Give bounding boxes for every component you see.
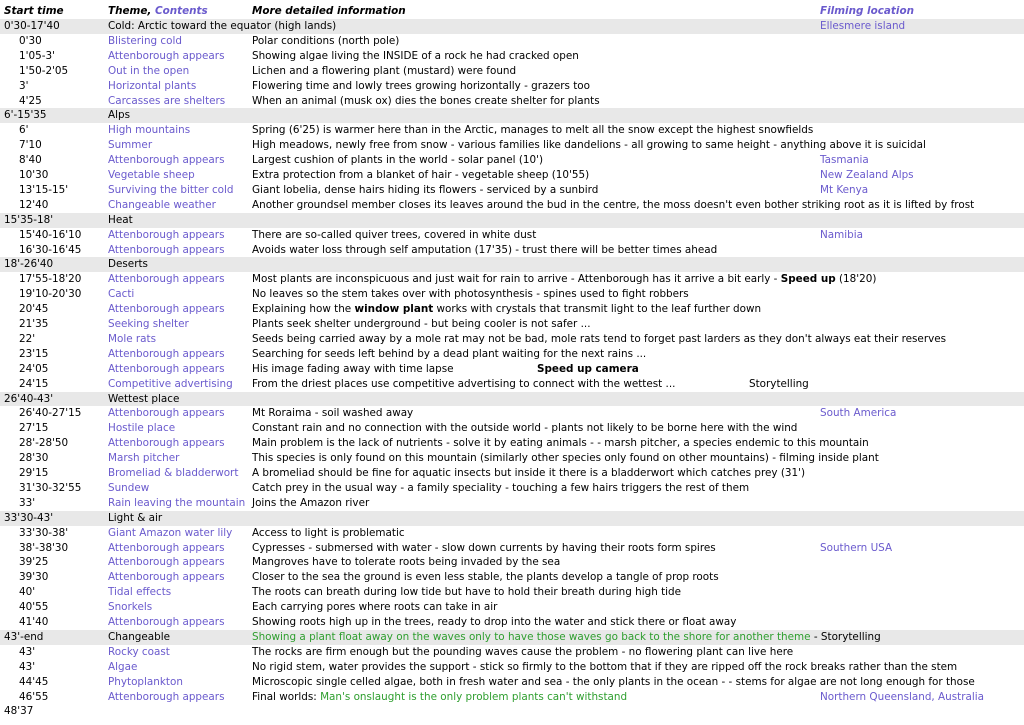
theme-cell: Blistering cold xyxy=(108,34,182,47)
theme-cell: Deserts xyxy=(108,258,148,271)
start-time-cell: 41'40 xyxy=(19,616,49,628)
table-row xyxy=(0,660,1024,675)
theme-cell: Attenborough appears xyxy=(108,437,225,450)
table-row xyxy=(0,317,1024,332)
start-time-cell: 0'30-17'40 xyxy=(4,20,60,32)
table-row xyxy=(0,168,1024,183)
table-row xyxy=(0,198,1024,213)
table-row xyxy=(0,377,1024,392)
start-time-cell: 44'45 xyxy=(19,675,49,688)
info-text: His image fading away with time lapse xyxy=(252,362,454,375)
info-text: Plants seek shelter underground - but being cooler is not safer ... xyxy=(252,318,591,330)
info-text: The rocks are firm enough but the pounding waves cause the problem - no flowering plant can live here xyxy=(252,645,794,658)
theme-cell: Competitive advertising xyxy=(108,377,233,390)
start-time-cell: 28'30 xyxy=(19,452,49,465)
start-time-cell: 46'55 xyxy=(19,690,49,703)
info-cell xyxy=(252,526,405,541)
section-row xyxy=(0,392,1024,407)
location-cell: New Zealand Alps xyxy=(820,169,914,181)
info-cell xyxy=(252,451,879,466)
table-row xyxy=(0,466,1024,481)
table-row xyxy=(0,228,1024,243)
header-theme-label: Theme, xyxy=(108,5,152,17)
start-time-cell: 0'30 xyxy=(19,34,42,47)
theme-cell: Attenborough appears xyxy=(108,243,225,256)
info-cell xyxy=(252,183,598,198)
start-time-cell: 15'40-16'10 xyxy=(19,228,82,241)
info-cell xyxy=(252,615,736,630)
info-cell xyxy=(252,94,600,109)
table-row xyxy=(0,183,1024,198)
section-row xyxy=(0,213,1024,228)
start-time-cell: 29'15 xyxy=(19,467,49,479)
section-row xyxy=(0,19,1024,34)
info-text: Final worlds: xyxy=(252,690,321,703)
info-cell xyxy=(252,466,805,481)
section-row xyxy=(0,630,1024,645)
info-cell xyxy=(252,436,869,451)
table-row xyxy=(0,79,1024,94)
start-time-cell: 21'35 xyxy=(19,318,49,330)
info-text: Each carrying pores where roots can take in air xyxy=(252,601,498,614)
theme-cell: Algae xyxy=(108,660,138,673)
table-row xyxy=(0,526,1024,541)
header-start-time: Start time xyxy=(4,5,64,17)
theme-cell: Attenborough appears xyxy=(108,556,225,569)
location-cell: Northern Queensland, Australia xyxy=(820,690,984,703)
theme-cell: Giant Amazon water lily xyxy=(108,526,233,539)
start-time-cell: 24'05 xyxy=(19,362,49,375)
table-row xyxy=(0,272,1024,287)
start-time-cell: 24'15 xyxy=(19,377,49,390)
info-text: The roots can breath during low tide but have to hold their breath during high tide xyxy=(252,586,682,599)
info-cell xyxy=(252,660,957,675)
theme-cell: Cacti xyxy=(108,288,135,301)
info-cell xyxy=(252,481,749,496)
start-time-cell: 16'30-16'45 xyxy=(19,243,82,256)
table-row xyxy=(0,138,1024,153)
info-cell xyxy=(252,228,536,243)
table-row xyxy=(0,94,1024,109)
start-time-cell: 39'25 xyxy=(19,556,49,569)
info-text: Seeds being carried away by a mole rat may not be bad, mole rats tend to forget past larders as they don't always eat their reserves xyxy=(252,332,947,345)
start-time-cell: 12'40 xyxy=(19,198,49,211)
info-text: Mangroves have to tolerate roots being invaded by the sea xyxy=(252,556,561,569)
info-cell xyxy=(252,302,761,317)
theme-cell: High mountains xyxy=(108,124,191,137)
theme-cell: Vegetable sheep xyxy=(108,169,195,181)
info-cell xyxy=(252,362,454,377)
start-time-cell: 8'40 xyxy=(19,154,42,167)
info-text: Spring (6'25) is warmer here than in the Arctic, manages to melt all the snow except the highest snowfields xyxy=(252,124,814,137)
start-time-cell: 6' xyxy=(19,124,29,137)
header-info: More detailed information xyxy=(252,5,406,17)
table-row xyxy=(0,496,1024,511)
info-text: Constant rain and no connection with the outside world - plants not likely to be borne here with the wind xyxy=(252,422,798,435)
start-time-cell: 1'05-3' xyxy=(19,49,55,62)
info-text: High meadows, newly free from snow - various families like dandelions - all growing to same height - anything above it is suicidal xyxy=(252,139,926,152)
table-row xyxy=(0,243,1024,258)
info-cell xyxy=(252,168,589,183)
theme-cell: Rocky coast xyxy=(108,645,170,658)
info-cell xyxy=(252,541,716,556)
info-cell xyxy=(252,630,881,645)
info-cell xyxy=(252,347,646,362)
start-time-cell: 43'-end xyxy=(4,630,44,643)
info-text: Showing roots high up in the trees, ready to drop into the water and stick there or float away xyxy=(252,616,737,628)
header-theme xyxy=(108,4,208,19)
start-time-cell: 38'-38'30 xyxy=(19,541,69,554)
info-after: - Storytelling xyxy=(810,630,881,643)
table-row xyxy=(0,675,1024,690)
header-contents-label: Contents xyxy=(154,5,208,17)
start-time-cell: 23'15 xyxy=(19,347,49,360)
info-text: From the driest places use competitive advertising to connect with the wettest ... xyxy=(252,377,676,390)
info-cell xyxy=(252,198,974,213)
info-cell xyxy=(252,645,793,660)
info-text: Main problem is the lack of nutrients - solve it by eating animals - - marsh pitcher, a species endemic to this mountain xyxy=(252,437,869,450)
info-cell xyxy=(252,153,543,168)
table-row xyxy=(0,615,1024,630)
start-time-cell: 27'15 xyxy=(19,422,49,435)
start-time-cell: 22' xyxy=(19,332,36,345)
info-cell xyxy=(252,243,717,258)
table-row xyxy=(0,436,1024,451)
theme-cell: Attenborough appears xyxy=(108,154,225,167)
section-row xyxy=(0,257,1024,272)
info-cell xyxy=(252,287,689,302)
theme-cell: Carcasses are shelters xyxy=(108,94,226,107)
speed-up-note: Speed up camera xyxy=(537,362,639,375)
info-after: works with crystals that transmit light to the leaf further down xyxy=(433,303,762,316)
info-cell xyxy=(252,675,975,690)
table-row xyxy=(0,34,1024,49)
table-row xyxy=(0,362,1024,377)
start-time-cell: 6'-15'35 xyxy=(4,109,47,122)
theme-cell: Bromeliad & bladderwort xyxy=(108,467,239,479)
info-cell xyxy=(252,49,579,64)
theme-cell: Attenborough appears xyxy=(108,407,225,420)
table-row xyxy=(0,555,1024,570)
theme-cell: Out in the open xyxy=(108,64,190,77)
location-cell: Ellesmere island xyxy=(820,20,906,32)
info-text: Closer to the sea the ground is even less stable, the plants develop a tangle of prop roots xyxy=(252,571,719,584)
table-row xyxy=(0,600,1024,615)
info-text: When an animal (musk ox) dies the bones create shelter for plants xyxy=(252,94,600,107)
theme-cell: Attenborough appears xyxy=(108,541,225,554)
info-text: Polar conditions (north pole) xyxy=(252,34,400,47)
info-text: Lichen and a flowering plant (mustard) were found xyxy=(252,64,517,77)
theme-cell: Attenborough appears xyxy=(108,49,225,62)
table-row xyxy=(0,64,1024,79)
section-row xyxy=(0,511,1024,526)
info-text: Flowering time and lowly trees growing horizontally - grazers too xyxy=(252,79,591,92)
info-text: Most plants are inconspicuous and just wait for rain to arrive - Attenborough has it arrive a bit early - xyxy=(252,273,781,286)
info-text: Access to light is problematic xyxy=(252,526,405,539)
theme-cell: Heat xyxy=(108,213,133,226)
theme-cell: Mole rats xyxy=(108,332,157,345)
theme-cell: Sundew xyxy=(108,481,150,494)
start-time-cell: 18'-26'40 xyxy=(4,258,54,271)
theme-cell: Alps xyxy=(108,109,131,122)
info-cell xyxy=(252,332,946,347)
start-time-cell: 40' xyxy=(19,586,36,599)
info-text: No leaves so the stem takes over with photosynthesis - spines used to fight robbers xyxy=(252,288,689,301)
table-row xyxy=(0,421,1024,436)
theme-cell: Attenborough appears xyxy=(108,690,225,703)
theme-cell: Attenborough appears xyxy=(108,362,225,375)
theme-cell: Light & air xyxy=(108,511,163,524)
theme-cell: Seeking shelter xyxy=(108,318,189,330)
start-time-cell: 3' xyxy=(19,79,29,92)
info-cell xyxy=(252,79,590,94)
location-cell: Mt Kenya xyxy=(820,183,869,196)
info-cell xyxy=(252,690,627,705)
info-text: Microscopic single celled algae, both in fresh water and sea - the only plants in the ocean - - stems for algae are not long enough for those xyxy=(252,675,975,688)
start-time-cell: 33'30-38' xyxy=(19,526,69,539)
storytelling-note: Storytelling xyxy=(749,377,809,390)
start-time-cell: 40'55 xyxy=(19,601,49,614)
info-after: (18'20) xyxy=(835,273,877,286)
section-row xyxy=(0,108,1024,123)
theme-cell: Attenborough appears xyxy=(108,228,225,241)
start-time-cell: 19'10-20'30 xyxy=(19,288,82,301)
table-row xyxy=(0,49,1024,64)
table-row xyxy=(0,645,1024,660)
start-time-cell: 33' xyxy=(19,496,36,509)
table-row xyxy=(0,690,1024,705)
location-cell: Namibia xyxy=(820,228,863,241)
info-text: Showing algae living the INSIDE of a rock he had cracked open xyxy=(252,49,579,62)
info-bold: Speed up xyxy=(780,273,836,286)
theme-cell: Attenborough appears xyxy=(108,303,225,316)
theme-cell: Tidal effects xyxy=(108,586,172,599)
table-row xyxy=(0,153,1024,168)
table-row xyxy=(0,302,1024,317)
theme-cell: Horizontal plants xyxy=(108,79,197,92)
location-cell: Southern USA xyxy=(820,541,893,554)
info-cell xyxy=(252,317,591,332)
theme-cell: Changeable xyxy=(108,630,171,643)
start-time-cell: 7'10 xyxy=(19,139,42,152)
start-time-cell: 26'40-43' xyxy=(4,392,54,405)
start-time-cell: 26'40-27'15 xyxy=(19,407,82,420)
table-row xyxy=(0,481,1024,496)
start-time-cell: 43' xyxy=(19,660,36,673)
info-text: Largest cushion of plants in the world - solar panel (10') xyxy=(252,154,544,167)
theme-cell: Phytoplankton xyxy=(108,675,183,688)
theme-cell: Snorkels xyxy=(108,601,153,614)
info-cell xyxy=(252,64,516,79)
theme-cell: Attenborough appears xyxy=(108,616,225,628)
start-time-cell: 10'30 xyxy=(19,169,49,181)
start-time-cell: 28'-28'50 xyxy=(19,437,69,450)
info-text: There are so-called quiver trees, covered in white dust xyxy=(252,228,537,241)
table-row xyxy=(0,347,1024,362)
info-text: Mt Roraima - soil washed away xyxy=(252,407,414,420)
theme-cell: Attenborough appears xyxy=(108,571,225,584)
start-time-cell: 48'37 xyxy=(4,705,34,718)
info-cell xyxy=(252,138,926,153)
info-text: Avoids water loss through self amputation (17'35) - trust there will be better times ahead xyxy=(252,243,718,256)
start-time-cell: 33'30-43' xyxy=(4,511,54,524)
table-row xyxy=(0,287,1024,302)
table-row xyxy=(0,451,1024,466)
theme-cell: Cold: Arctic toward the equator (high lands) xyxy=(108,20,337,32)
table-row xyxy=(0,585,1024,600)
header-location: Filming location xyxy=(820,5,914,17)
info-text: Giant lobelia, dense hairs hiding its flowers - serviced by a sunbird xyxy=(252,183,599,196)
theme-cell: Surviving the bitter cold xyxy=(108,183,234,196)
theme-cell: Marsh pitcher xyxy=(108,452,180,465)
location-cell: South America xyxy=(820,407,897,420)
info-text: A bromeliad should be fine for aquatic insects but inside it there is a bladderwort which catches prey (31') xyxy=(252,467,806,479)
info-cell xyxy=(252,123,813,138)
info-bold: window plant xyxy=(354,303,434,316)
info-cell xyxy=(252,421,797,436)
info-text: Explaining how the xyxy=(252,303,355,316)
info-text: Extra protection from a blanket of hair - vegetable sheep (10'55) xyxy=(252,169,590,181)
location-cell: Tasmania xyxy=(820,154,869,167)
info-text: Another groundsel member closes its leaves around the bud in the centre, the moss doesn't even bother striking root as it is lifted by frost xyxy=(252,198,975,211)
info-text: Cypresses - submersed with water - slow down currents by having their roots form spires xyxy=(252,541,716,554)
info-text: This species is only found on this mountain (similarly other species only found on other mountains) - filming inside plant xyxy=(252,452,879,465)
theme-cell: Rain leaving the mountain xyxy=(108,496,246,509)
info-text: Catch prey in the usual way - a family speciality - touching a few hairs triggers the rest of them xyxy=(252,481,750,494)
start-time-cell: 13'15-15' xyxy=(19,183,69,196)
info-cell xyxy=(252,585,681,600)
info-highlight: Man's onslaught is the only problem plants can't withstand xyxy=(320,690,628,703)
theme-cell: Attenborough appears xyxy=(108,347,225,360)
start-time-cell: 1'50-2'05 xyxy=(19,64,69,77)
info-cell xyxy=(252,272,876,287)
theme-cell: Wettest place xyxy=(108,392,180,405)
header-row xyxy=(0,4,1024,19)
start-time-cell: 15'35-18' xyxy=(4,213,54,226)
info-cell xyxy=(252,555,560,570)
info-cell xyxy=(252,600,497,615)
info-text: Searching for seeds left behind by a dead plant waiting for the next rains ... xyxy=(252,347,647,360)
theme-cell: Summer xyxy=(108,139,153,152)
start-time-cell: 43' xyxy=(19,645,36,658)
info-cell xyxy=(252,377,675,392)
info-text: No rigid stem, water provides the support - stick so firmly to the bottom that if they are ripped off the rock breaks rather than the stem xyxy=(252,660,958,673)
info-cell xyxy=(252,496,369,511)
theme-cell: Attenborough appears xyxy=(108,273,225,286)
table-row xyxy=(0,332,1024,347)
start-time-cell: 31'30-32'55 xyxy=(19,481,82,494)
start-time-cell: 20'45 xyxy=(19,303,49,316)
info-cell xyxy=(252,34,399,49)
info-text: Joins the Amazon river xyxy=(252,496,370,509)
info-highlight: Showing a plant float away on the waves only to have those waves go back to the shore for another theme xyxy=(252,630,811,643)
info-cell xyxy=(252,570,719,585)
theme-cell: Changeable weather xyxy=(108,198,216,211)
table-row xyxy=(0,123,1024,138)
info-cell xyxy=(252,406,413,421)
end-row xyxy=(0,704,1024,719)
table-row xyxy=(0,570,1024,585)
theme-cell: Hostile place xyxy=(108,422,176,435)
start-time-cell: 4'25 xyxy=(19,94,42,107)
table-row xyxy=(0,541,1024,556)
table-row xyxy=(0,406,1024,421)
start-time-cell: 17'55-18'20 xyxy=(19,273,82,286)
start-time-cell: 39'30 xyxy=(19,571,49,584)
